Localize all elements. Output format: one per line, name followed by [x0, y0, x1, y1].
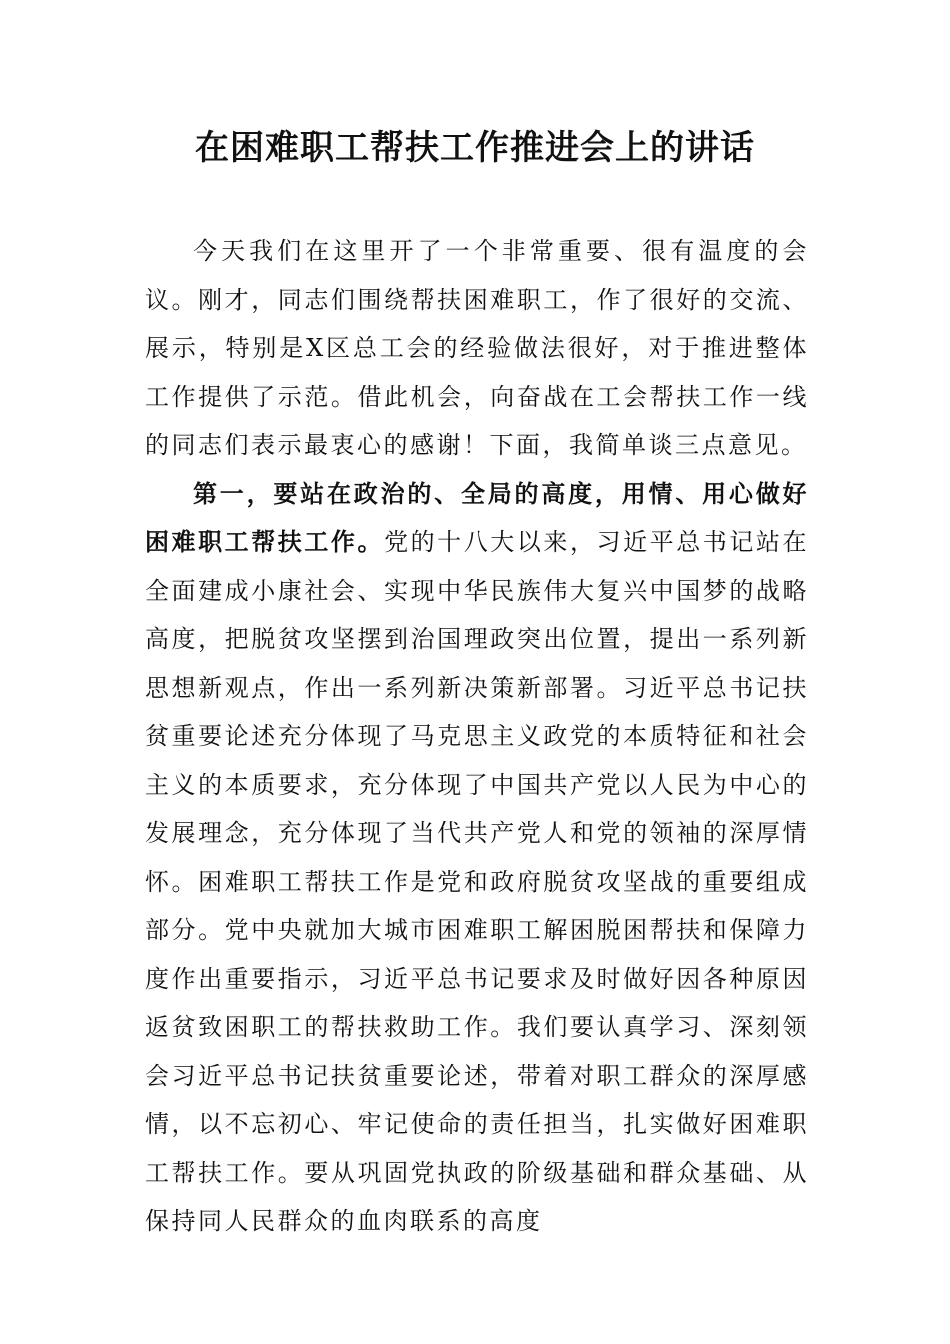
paragraph-text: 今天我们在这里开了一个非常重要、很有温度的会议。刚才，同志们围绕帮扶困难职工，作了很好的交流、展示，特别是X区总工会的经验做法很好，对于推进整体工作提供了示范。借此机会，向奋战在工会帮扶工作一线的同志们表示最衷心的感谢！下面，我简单谈三点意见。 [145, 237, 809, 459]
paragraph-point-one [145, 470, 809, 1246]
paragraph-lead-heading: 第一，要站在政治的、全局的高度，用情、用心做好困难职工帮扶工作。 [145, 478, 809, 556]
document-body [145, 227, 809, 1246]
paragraph-opening [145, 227, 809, 470]
paragraph-text: 党的十八大以来，习近平总书记站在全面建成小康社会、实现中华民族伟大复兴中国梦的战略高度，把脱贫攻坚摆到治国理政突出位置，提出一系列新思想新观点，作出一系列新决策新部署。习近平总书记扶贫重要论述充分体现了马克思主义政党的本质特征和社会主义的本质要求，充分体现了中国共产党以人民为中心的发展理念，充分体现了当代共产党人和党的领袖的深厚情怀。困难职工帮扶工作是党和政府脱贫攻坚战的重要组成部分。党中央就加大城市困难职工解困脱困帮扶和保障力度作出重要指示，习近平总书记要求及时做好因各种原因返贫致困职工的帮扶救助工作。我们要认真学习、深刻领会习近平总书记扶贫重要论述，带着对职工群众的深厚感情，以不忘初心、牢记使命的责任担当，扎实做好困难职工帮扶工作。要从巩固党执政的阶级基础和群众基础、从保持同人民群众的血肉联系的高度 [145, 528, 809, 1235]
document-title: 在困难职工帮扶工作推进会上的讲话 [195, 128, 755, 168]
